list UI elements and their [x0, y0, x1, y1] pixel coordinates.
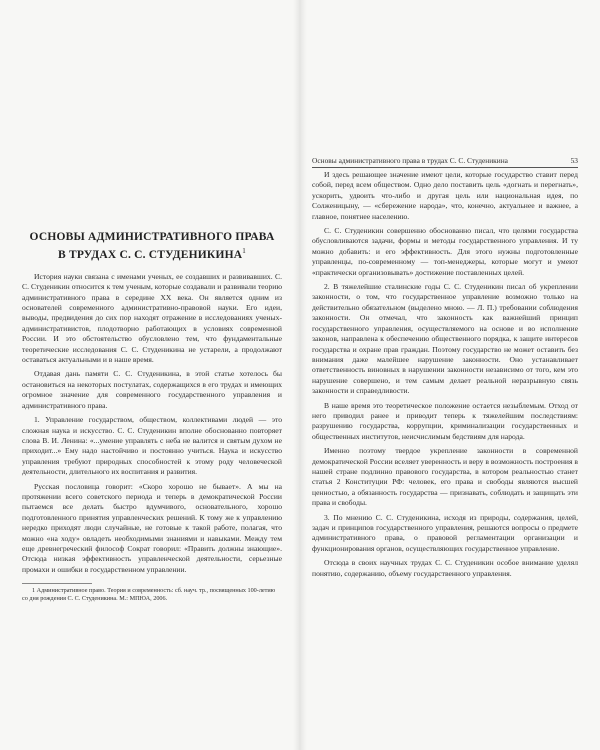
right-paragraph-3: 2. В тяжелейшие сталинские годы С. С. Студеникин писал об укреплении законности, о том, что государственное управление возможно только на действительно обязательном (выделено мною. — Л. П.) требовании соблюдения законности. Он отмечал, что законность как важнейший принцип государственного управления, осуществляемого на основе и во исполнение законов, направлена к обеспечению общественного порядка, к защите интересов государства и охране прав граждан. Поэтому государство не может оставить без внимания даже малейшее нарушение законности. Оно устанавливает ответственность виновных в нарушении законности независимо от того, кем это нарушение совершено, и тем самым делает реальной неразрывную связь законности и справедливости. — [312, 282, 578, 396]
left-paragraph-1: История науки связана с именами ученых, ее создавших и развивавших. С. С. Студеникин относится к тем ученым, которые создавали и развивали теорию административного права в середине XX века. Он является одним из основателей современного административно-правовой науки. Его идеи, выводы, предвидения до сих пор находят отражение в исследованиях ученых-административистов, плодотворно работающих в условиях современной России. И это обстоятельство обусловлено тем, что фундаментальные теоретические исследования С. С. Студеникина не устарели, а продолжают оставаться актуальными и в наше время. — [22, 271, 282, 365]
left-paragraph-4: Русская пословица говорит: «Скоро хорошо не бывает». А мы на протяжении всего советского периода и теперь в демократической России пытаемся все делать быстро вдумчивого, основательного, хорошо подготовленного принятия управленческих решений. К тому же к управлению нередко приходят люди случайные, не готовые к такой работе, полагая, что можно «на ходу» овладеть необходимыми знаниями и навыками. Между тем еще древнегреческий философ Сократ говорил: «Править должны знающие». Отсюда низкая эффективность управленческой деятельности, серьезные промахи и ошибки в государственном управлении. — [22, 481, 282, 574]
right-paragraph-7: Отсюда в своих научных трудах С. С. Студеникин особое внимание уделял понятию, содержанию, объему государственного управления. — [312, 558, 578, 578]
article-title — [22, 230, 282, 262]
title-footnote-mark: 1 — [242, 247, 246, 255]
page-number: 53 — [570, 156, 578, 165]
title-line-2-text: В ТРУДАХ С. С. СТУДЕНИКИНА — [58, 248, 243, 261]
right-paragraph-5: Именно поэтому твердое укрепление законности в современной демократической России вселяет уверенность и веру в возможность построения в нашей стране подлинно правового государства, в котором реальностью станет статья 2 Конституции РФ: человек, его права и свободы являются высшей ценностью, а обязанность государства — признавать, соблюдать и защищать эти права и свободы. — [312, 446, 578, 508]
left-paragraph-3: 1. Управление государством, обществом, коллективами людей — это сложная наука и искусство. С. С. Студеникин вполне обоснованно повторяет слова В. И. Ленина: «...умение управлять с неба не валится и святым духом не приходит...» Ему надо настойчиво и постоянно учиться. Наука и искусство управления требуют природных способностей к этому роду человеческой деятельности, длительного их воспитания и развития. — [22, 415, 282, 477]
running-head — [312, 155, 578, 168]
footnote: 1 Административное право. Теория и современность: сб. науч. тр., посвященных 100-летию со дня рождения С. С. Студеникина. М.: МПЮА, 2006. — [22, 587, 276, 603]
footnote-divider — [22, 583, 92, 584]
right-paragraph-2: С. С. Студеникин совершенно обоснованно писал, что целями государства обусловливаются задачи, формы и методы государственного управления. И ту можно добавить: и его эффективность. Для этого нужны подготовленные управленцы, по-современному — топ-менеджеры, которые могут и умеют «практически организовывать» достижение поставленных целей. — [312, 226, 578, 277]
running-head-title: Основы административного права в трудах С. С. Студеникина — [312, 156, 508, 165]
title-line-1: ОСНОВЫ АДМИНИСТРАТИВНОГО ПРАВА — [29, 231, 275, 243]
right-paragraph-4: В наше время это теоретическое положение остается незыблемым. Отход от него приводил ранее и приводит теперь к тяжелейшим последствиям: разрушению государства, коррупции, криминализации государственных и общественных институтов, неисчислимым бедствиям для народа. — [312, 400, 578, 441]
title-line-2 — [22, 244, 282, 262]
right-paragraph-1: И здесь решающее значение имеют цели, которые государство ставит перед собой, перед всем обществом. Одно дело поставить цель «догнать и перегнать», ускорить, удвоить что-либо и другая цель или национальная идея, по Солженицыну, — «сбережение народа», что, конечно, актуальнее и важнее, а главное, понятнее населению. — [312, 170, 578, 221]
left-paragraph-2: Отдавая дань памяти С. С. Студеникина, в этой статье хотелось бы остановиться на некоторых постулатах, содержащихся в его трудах и имеющих огромное значение для современного государственного управления и административного права. — [22, 369, 282, 410]
right-paragraph-6: 3. По мнению С. С. Студеникина, исходя из природы, содержания, целей, задач и принципов государственного управления, решаются вопросы о предмете административного права, о правовой регламентации организации и функционирования органов, осуществляющих государственное управление. — [312, 512, 578, 553]
right-page — [300, 0, 600, 750]
